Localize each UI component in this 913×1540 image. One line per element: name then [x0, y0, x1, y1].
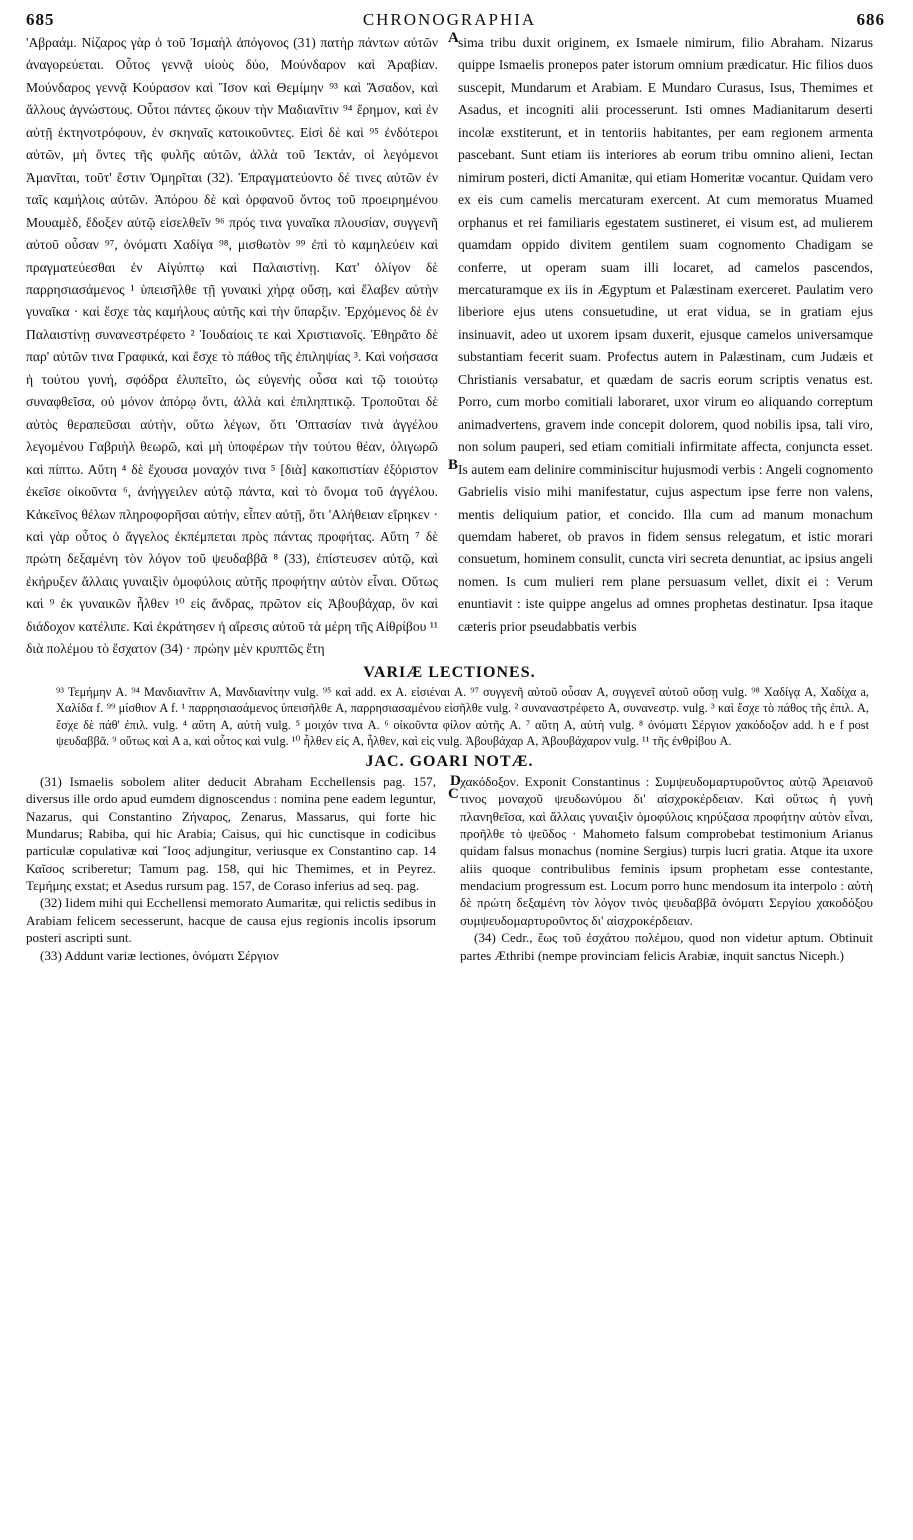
notae-title: JAC. GOARI NOTÆ.	[365, 753, 534, 771]
page-title: CHRONOGRAPHIA	[362, 10, 537, 29]
note-32: (32) Iidem mihi qui Ecchellensi memorato Aumaritæ, qui relictis sedibus in Arabiam felicem secesserunt, hacque de causa ejus regionis incolis ipsorum posteri ascripti sunt.	[26, 895, 437, 946]
note-34: (34) Cedr., ἕως τοῦ ἐσχάτου πολέμου, quod non videtur aptum. Obtinuit partes Æthribi (nempe provinciam felicis Arabiæ, inquit sanctus Niceph.)	[460, 930, 873, 963]
margin-letter-b: B	[448, 457, 459, 473]
note-33-continued: χακόδοξον. Exponit Constantinus : Συμψευδομαρτυροῦντος αὐτῷ Ἀρειανοῦ τινος μοναχοῦ ψευδωνύμου δι' αἰσχροκέρδειαν. Καὶ οὕτως ἡ γυνὴ πλανηθεῖσα, καὶ ἄλλαις γυναιξὶν ὁμοφύλοις κηρύξασα προφήτην αὐτὸν εἶναι, προῆλθε τὸ ψεῦδος · Mahometo falsum comprobebat testimonium Arianus quidam falsus monachus (nomine Sergius) turpis lucri gratia. Atque ita uxore aliis quoque contribulibus feminis ipsum prophetam esse contestante, mendacium progressum est. Locum porro hunc mendosum ita interpolo : αὐτὴ δὲ πρώτη δεξαμένη τὸν λόγον τινὸς ψευδαββᾶ ὀνόματι Σεργίου χακοδόξου συμψευδομαρτυροῦντος δι' αἰσχροκέρδειαν.	[460, 774, 873, 928]
margin-letter-c: C	[448, 786, 459, 802]
note-31: (31) Ismaelis sobolem aliter deducit Abraham Ecchellensis pag. 157, diversus ille ordo apud eumdem dignoscendus : nomina pene eadem leguntur, Nazarus, qui Constantino Ζήναρος, Zenarus, Massarus, qui forte hic Mundarus; Rabiba, qui hic Arabia; Caisus, qui hic cunctisque in codicibus particulæ copulativæ καὶ Ἴσος adjungitur, veriusque ex Constantino cap. 14 Καῖσος scriberetur; Tamum pag. 158, qui hic Themimes, et in Peyrez. Τεμήμης exstat; et Asedus rursum pag. 157, de Coraso inferius ad seq. pag.	[26, 774, 436, 894]
greek-paragraph: 'Αβραάμ. Νίζαρος γὰρ ὁ τοῦ Ἰσμαὴλ ἀπόγονος (31) πατὴρ πάντων αὐτῶν ἀναγορεύεται. Οὗτος γεννᾷ υἱοὺς δύο, Μούνδαρον καὶ Ἀραβίαν. Μούνδαρος γεννᾷ Κούρασον καὶ Ἴσον καὶ Θεμίμην ⁹³ καὶ Ἄσαδον, καὶ ἄλλους ἀγνώστους. Οὗτοι πάντες ᾤκουν τὴν Μαδιανῖτιν ⁹⁴ ἔρημον, καὶ ἐν αὐτῇ ἐκτηνοτρόφουν, ἐν σκηναῖς κατοικοῦντες. Εἰσὶ δὲ καὶ ⁹⁵ ἐνδότεροι αὐτῶν, μὴ ὄντες τῆς φυλῆς αὐτῶν, ἀλλὰ τοῦ Ἰεκτάν, οἱ λεγόμενοι Ἀμανῖται, τοῦτ' ἔστιν Ὁμηρῖται (32). Ἐπραγματεύοντο δέ τινες αὐτῶν ἐν ταῖς καμήλοις αὐτῶν. Ἀπόρου δὲ καὶ ὀρφανοῦ ὄντος τοῦ προειρημένου Μουαμὲδ, ἔδοξεν αὐτῷ εἰσελθεῖν ⁹⁶ πρός τινα γυναῖκα πλουσίαν, συγγενῆ αὐτοῦ οὖσαν ⁹⁷, ὀνόματι Χαδίγα ⁹⁸, μισθωτὸν ⁹⁹ ἐπὶ τὸ καμηλεύειν καὶ πραγματεύεσθαι ἐν Αἰγύπτῳ καὶ Παλαιστίνῃ. Κατ' ὀλίγον δὲ παρρησιασάμενος ¹ ὑπεισῆλθε τῇ γυναικὶ χήρᾳ οὔσῃ, καὶ ἔλαβεν αὐτὴν γυναῖκα · καὶ ἔσχε τὰς καμήλους αὐτῆς καὶ τὴν ὕπαρξιν. Ἐρχόμενος δὲ ἐν Παλαιστίνῃ συνανεστρέφετο ² Ἰουδαίοις τε καὶ Χριστιανοῖς. Ἐθηρᾶτο δὲ παρ' αὐτῶν τινα Γραφικά, καὶ ἔσχε τὸ πάθος τῆς ἐπιληψίας ³. Καὶ νοήσασα ἡ τούτου γυνή, σφόδρα ἐλυπεῖτο, ὡς εὐγενὴς οὖσα καὶ τῷ τοιούτῳ συναφθεῖσα, οὐ μόνον ἀπόρῳ ὄντι, ἀλλὰ καὶ ἐπιληπτικῷ. Τροποῦται δὲ αὐτὸς θεραπεῦσαι αὐτὴν, οὕτω λέγων, ὅτι 'Οπτασίαν τινὰ ἀγγέλου λεγομένου Γαβριὴλ θεωρῶ, καὶ μὴ ὑποφέρων τὴν τούτου θέαν, ὀλιγωρῶ καὶ πίπτω. Αὕτη ⁴ δὲ ἔχουσα μοναχόν τινα ⁵ [διὰ] κακοπιστίαν ἐξόριστον ἐκεῖσε οἰκοῦντα ⁶, ἀνήγγειλεν αὐτῷ πάντα, καὶ τὸ ὄνομα τοῦ ἀγγέλου. Κἀκεῖνος θέλων πληροφορῆσαι αὐτὴν, εἶπεν αὐτῇ, ὅτι 'Αλήθειαν εἴρηκεν · καὶ γὰρ οὗτος ὁ ἄγγελος ἐκπέμπεται πρὸς πάντας προφήτας. Αὕτη ⁷ δὲ πρώτη δεξαμένη τὸν λόγον τοῦ ψευδαββᾶ ⁸ (33), ἐπίστευσεν αὐτῷ, καὶ ἐκήρυξεν ἄλλαις γυναιξὶν ὁμοφύλοις αὐτῆς προφήτην αὐτὸν εἶναι. Οὕτως καὶ ⁹ ἐκ γυναικῶν ἦλθεν ¹⁰ εἰς ἄνδρας, πρῶτον εἰς Ἀβουβάχαρ, ὃν καὶ διάδοχον κατέλιπε. Καὶ ἐκράτησεν ἡ αἵρεσις αὐτοῦ τὰ μέρη τῆς Αἰθρίβου ¹¹ διὰ πολέμου τὸ ἔσχατον (34) · πρώην μὲν κρυπτῶς ἔτη	[26, 35, 438, 657]
latin-paragraph: sima tribu duxit originem, ex Ismaele nimirum, filio Abraham. Nizarus quippe Ismaelis pronepos pater istorum omnium prædicatur. Hic filios duos suscepit, Mundarum et Arabiam. E Mundaro Curasus, Isus, Themimes et Asadus, et incogniti alii processerunt. Isti omnes Madianitarum deserti incolæ exstiterunt, et in tentoriis habitantes, per eam regionem armenta pascebant. Sunt etiam iis interiores ab eorum tribu omnino alieni, Iectan nimirum posteri, dicti Amanitæ, qui etiam Homeritæ vocantur. Quidam vero ex eis cum camelis mercaturam exercent. At cum memoratus Muamed orphanus et rei familiaris egestatem sustineret, ei visum est, ad mulierem quamdam oppido divitem gentilem suam cognomento Chadigam se conferre, ut operam suam illi locaret, ad camelos pascendos, mercaturamque ex iis in Ægyptum et Palæstinam exerceret. Paulatim vero liberiore ejus utens consuetudine, ut erat vidua, se in gratiam ejus insinuavit, adeo ut uxorem ipsam duxerit, ejusque camelos universamque substantiam fecerit suam. Profectus autem in Palæstinam, cum Judæis et Christianis versabatur, et quædam de sacris eorum scriptis venatus est. Porro, cum morbo comitiali laboraret, uxor virum eo aliquando correptum animadvertens, gravem inde concepit dolorem, quod nobilis ipsa, tali viro, non solum pauperi, sed etiam comitiali infirmitate affecta, conjuncta esset. Is autem eam delinire comminiscitur hujusmodi verbis : Angeli cognomento Gabrielis visio mihi manifestatur, cujus aspectum ipse ferre non valens, mentis deliquium patior, et concido. Illa cum ad manum monachum quemdam haberet, ob pravos in fidem sensus relegatum, et istic morari consuetum, hominem consulit, cuncta viri secreta denuntiat, ac ipsius angeli nomen. Is cum mulieri rem plane persuasum vellet, dixit ei : Verum enuntiavit : iste quippe angelus ad omnes prophetas destinatur. Ipsa itaque cæteris prior pseudabbatis verbis	[458, 35, 873, 634]
notae	[26, 773, 873, 964]
running-header	[26, 4, 885, 32]
margin-letter-d: D	[450, 773, 461, 790]
variae-lectiones-title: VARIÆ LECTIONES.	[363, 663, 536, 681]
notae-left-column	[26, 773, 444, 964]
latin-column	[444, 32, 873, 661]
page-number-left: 685	[26, 10, 55, 29]
margin-letter-a: A	[448, 30, 459, 46]
page-number-right: 686	[856, 10, 885, 29]
variae-lectiones	[26, 684, 873, 750]
variae-text: ⁹³ Τεμήμην A. ⁹⁴ Μανδιανῖτιν A, Μανδιανίτην vulg. ⁹⁵ καὶ add. ex A. εἰσιέναι A. ⁹⁷ συγγενῆ αὐτοῦ οὖσαν A, συγγενεῖ αὐτοῦ οὔσῃ vulg. ⁹⁸ Χαδίγᾳ A, Χαδίχα a, Χαλίδα f. ⁹⁹ μίσθιον A f. ¹ παρρησιασάμενος ὑπεισῆλθε A, παρρησιασαμένου εἰσῆλθε vulg. ² συναναστρέφετο A, συνανεστρ. vulg. ³ καὶ ἔσχε τὸ πάθος τῆς ἐπιλ. A, ἔσχε δὲ πάθ' ἐπιλ. vulg. ⁴ αὕτη A, αὐτὴ vulg. ⁵ μοιχόν τινα A. ⁶ οἰκοῦντα φίλον αὐτῆς A. ⁷ αὕτη A, αὐτὴ vulg. ⁸ ὀνόματι Σέργιον χακόδοξον add. h e f post ψευδαββᾶ. ⁹ οὕτως καὶ A a, καὶ οὗτος καὶ vulg. ¹⁰ ἦλθεν εἰς A, ἦλθεν, καὶ εἰς vulg. Ἀβουβάχαρ A, Ἀβουβάχαρον vulg. ¹¹ τῆς ἐνθρίβου A.	[56, 684, 869, 749]
greek-column	[26, 32, 444, 661]
notae-right-column	[444, 773, 873, 964]
note-33: (33) Addunt variæ lectiones, ὀνόματι Σέργιον	[40, 947, 279, 963]
